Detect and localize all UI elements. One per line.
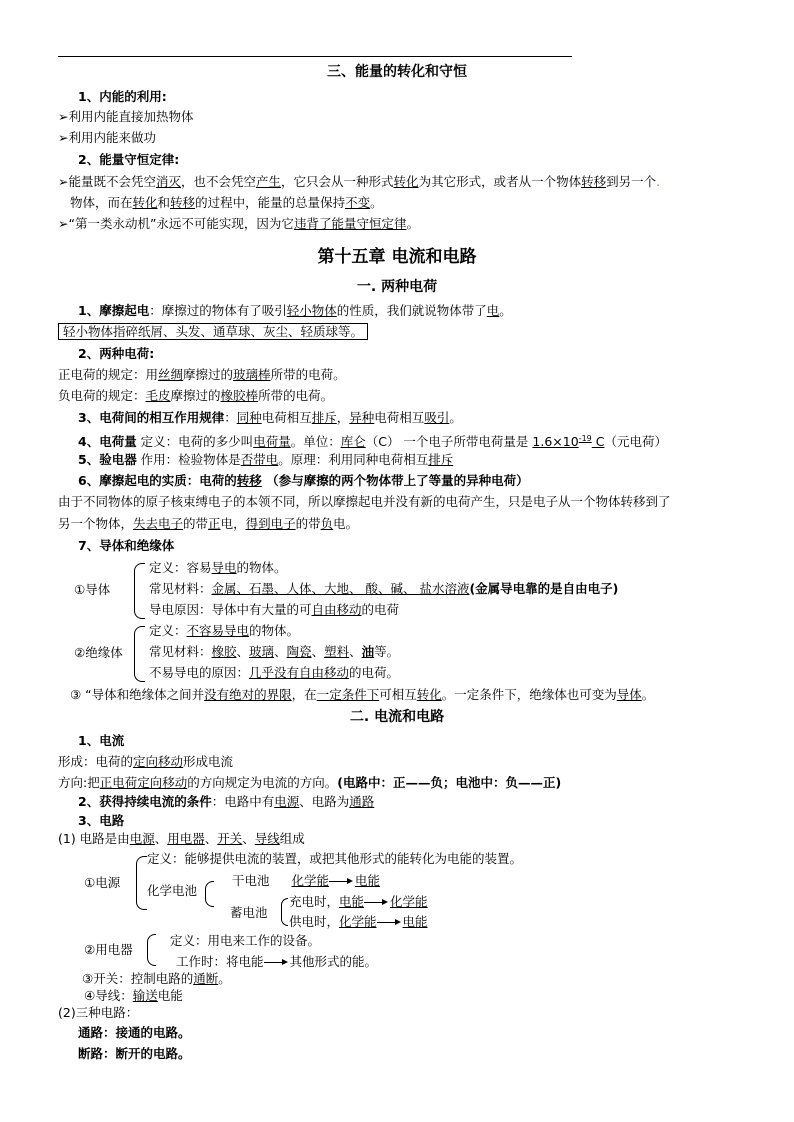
heading-two-charges: 2、两种电荷: bbox=[78, 346, 155, 361]
chapter-title: 第十五章 电流和电路 bbox=[317, 247, 477, 267]
insulator-reason: 不易导电的原因：几乎没有自由移动的电荷。 bbox=[149, 665, 400, 680]
friction-essence-line: 6、摩擦起电的实质：电荷的转移 （参与摩擦的两个物体带上了等量的异种电荷） bbox=[78, 473, 529, 488]
load-brace bbox=[147, 934, 156, 966]
friction-electricity-line: 1、摩擦起电：摩擦过的物体有了吸引轻小物体的性质，我们就说物体带了电。 bbox=[78, 303, 512, 318]
light-objects-note bbox=[58, 323, 368, 341]
conductor-brace bbox=[134, 563, 145, 619]
conservation-line-1: ➢能量既不会凭空消灭，也不会凭空产生，它只会从一种形式转化为其它形式，或者从一个物体转移到另一个. bbox=[58, 174, 661, 189]
insulator-brace bbox=[134, 626, 145, 682]
section-title-energy: 三、能量的转化和守恒 bbox=[327, 64, 467, 80]
boundary-note: ③ “导体和绝缘体之间并没有绝对的界限，在一定条件下可相互转化。一定条件下，绝缘体也可变为导体。 bbox=[70, 687, 655, 702]
circuit-composition: (1) 电路是由电源、用电器、开关、导线组成 bbox=[58, 831, 305, 846]
closed-circuit-def: 通路：接通的电路。 bbox=[78, 1025, 191, 1040]
arrow-icon bbox=[364, 902, 386, 903]
note-box: 轻小物体指碎纸屑、头发、通草球、灰尘、轻质球等。 bbox=[58, 323, 368, 340]
conductor-materials: 常见材料：金属、石墨、人体、大地、 酸、碱、 盐水溶液(金属导电靠的是自由电子) bbox=[149, 581, 619, 596]
insulator-label: ②绝缘体 bbox=[74, 645, 123, 660]
top-rule bbox=[58, 56, 572, 57]
explanation-line-2: 另一个物体，失去电子的带正电，得到电子的带负电。 bbox=[58, 516, 359, 531]
storage-battery-label: 蓄电池 bbox=[230, 905, 268, 920]
explanation-line-1: 由于不同物体的原子核束缚电子的本领不同，所以摩擦起电并没有新的电荷产生，只是电子从一个物体转移到了 bbox=[58, 494, 671, 509]
insulator-materials: 常见材料：橡胶、玻璃、陶瓷、塑料、油等。 bbox=[149, 644, 400, 659]
heading-conductor-insulator: 7、导体和绝缘体 bbox=[78, 538, 175, 553]
positive-charge-def: 正电荷的规定：用丝绸摩擦过的玻璃棒所带的电荷。 bbox=[58, 367, 346, 382]
arrow-icon bbox=[264, 962, 286, 963]
conservation-line-2: 物体，而在转化和转移的过程中，能量的总量保持不变。 bbox=[70, 195, 383, 210]
heading-conservation: 2、能量守恒定律: bbox=[78, 152, 180, 167]
wire-line: ④导线：输送电能 bbox=[84, 988, 183, 1003]
electroscope-line: 5、验电器 作用：检验物体是否带电。原理：利用同种电荷相互排斥 bbox=[78, 452, 454, 467]
power-source-label: ①电源 bbox=[84, 875, 121, 890]
bullet-work: ➢利用内能来做功 bbox=[58, 130, 156, 145]
load-working: 工作时：将电能 其他形式的能。 bbox=[176, 954, 378, 969]
three-circuits-heading: (2)三种电路： bbox=[58, 1005, 139, 1020]
heading-internal-energy: 1、内能的利用: bbox=[78, 89, 167, 104]
dry-cell-line: 干电池 化学能 电能 bbox=[232, 873, 381, 888]
chemical-battery-label: 化学电池 bbox=[147, 883, 198, 898]
switch-line: ③开关：控制电路的通断。 bbox=[82, 971, 231, 986]
load-label: ②用电器 bbox=[84, 942, 133, 957]
bullet-heating: ➢利用内能直接加热物体 bbox=[58, 109, 194, 124]
conductor-label: ①导体 bbox=[74, 582, 111, 597]
power-source-definition: 定义：能够提供电流的装置，或把其他形式的能转化为电能的装置。 bbox=[147, 851, 523, 866]
charge-quantity-line: 4、电荷量 定义：电荷的多少叫电荷量。单位：库仑（C） 一个电子所带电荷量是 $1.6\times 10^{-19}$ C（元电荷） bbox=[78, 434, 667, 450]
perpetual-motion-line: ➢“第一类永动机”永远不可能实现，因为它违背了能量守恒定律。 bbox=[58, 216, 419, 231]
continuous-current-condition: 2、获得持续电流的条件：电路中有电源、电路为通路 bbox=[78, 794, 375, 809]
power-source-brace bbox=[136, 856, 147, 910]
load-definition: 定义：用电来工作的设备。 bbox=[170, 933, 321, 948]
current-formation: 形成：电荷的定向移动形成电流 bbox=[58, 754, 234, 769]
subsection-current-circuit: 二. 电流和电路 bbox=[349, 709, 445, 725]
charging-line: 充电时，电能 化学能 bbox=[289, 894, 428, 909]
arrow-icon bbox=[377, 922, 399, 923]
charge-interaction-line: 3、电荷间的相互作用规律：同种电荷相互排斥，异种电荷相互吸引。 bbox=[78, 410, 462, 425]
insulator-definition: 定义：不容易导电的物体。 bbox=[149, 623, 300, 638]
open-circuit-def: 断路：断开的电路。 bbox=[78, 1046, 191, 1061]
heading-circuit: 3、电路 bbox=[78, 813, 125, 828]
current-direction: 方向:把正电荷定向移动的方向规定为电流的方向。(电路中：正——负；电池中：负——正) bbox=[58, 775, 562, 790]
discharging-line: 供电时，化学能 电能 bbox=[289, 914, 428, 929]
conductor-definition: 定义：容易导电的物体。 bbox=[149, 560, 287, 575]
arrow-icon bbox=[329, 881, 351, 882]
conductor-reason: 导电原因：导体中有大量的可自由移动的电荷 bbox=[149, 602, 400, 617]
heading-current: 1、电流 bbox=[78, 733, 125, 748]
negative-charge-def: 负电荷的规定：毛皮摩擦过的橡胶棒所带的电荷。 bbox=[58, 388, 334, 403]
chemical-battery-brace bbox=[205, 881, 214, 907]
subsection-two-charges: 一. 两种电荷 bbox=[356, 279, 438, 295]
storage-battery-brace bbox=[281, 898, 288, 926]
